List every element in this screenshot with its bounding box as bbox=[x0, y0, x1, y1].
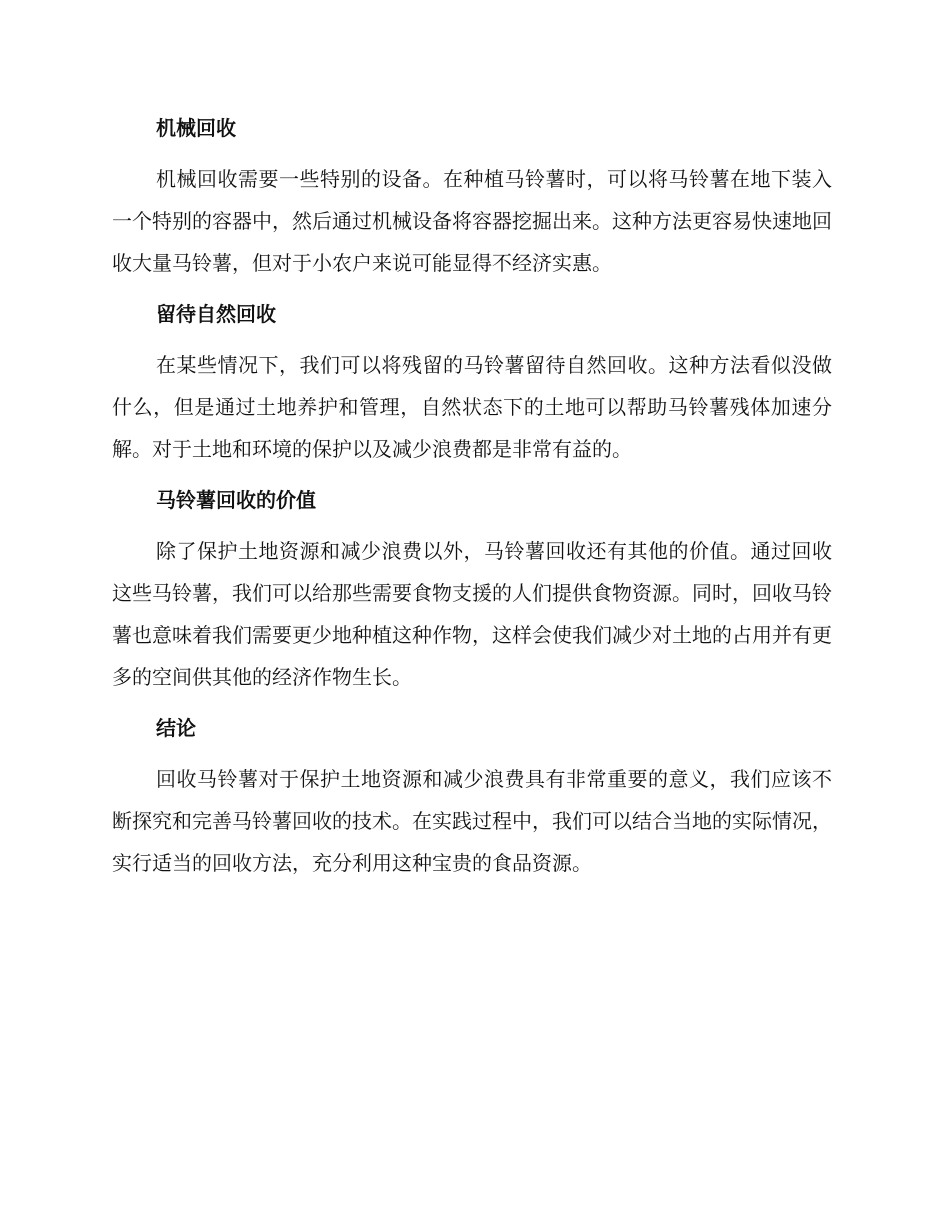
section-heading-natural-recovery: 留待自然回收 bbox=[156, 302, 276, 326]
section-body-mechanical-recovery: 机械回收需要一些特别的设备。在种植马铃薯时，可以将马铃薯在地下装入一个特别的容器中，然后通过机械设备将容器挖掘出来。这种方法更容易快速地回收大量马铃薯，但对于小农户来说可能显得不经济实惠。 bbox=[112, 167, 832, 275]
section-body-natural-recovery: 在某些情况下，我们可以将残留的马铃薯留待自然回收。这种方法看似没做什么，但是通过土地养护和管理，自然状态下的土地可以帮助马铃薯残体加速分解。对于土地和环境的保护以及减少浪费都是非常有益的。 bbox=[112, 353, 832, 461]
section-heading-conclusion: 结论 bbox=[156, 716, 196, 740]
section-body-conclusion: 回收马铃薯对于保护土地资源和减少浪费具有非常重要的意义，我们应该不断探究和完善马铃薯回收的技术。在实践过程中，我们可以结合当地的实际情况，实行适当的回收方法，充分利用这种宝贵的食品资源。 bbox=[112, 767, 832, 875]
document-content bbox=[112, 108, 832, 894]
section-heading-recovery-value: 马铃薯回收的价值 bbox=[156, 488, 316, 512]
section-body-recovery-value: 除了保护土地资源和减少浪费以外，马铃薯回收还有其他的价值。通过回收这些马铃薯，我们可以给那些需要食物支援的人们提供食物资源。同时，回收马铃薯也意味着我们需要更少地种植这种作物，这样会使我们减少对土地的占用并有更多的空间供其他的经济作物生长。 bbox=[112, 539, 832, 689]
section-heading-mechanical-recovery: 机械回收 bbox=[156, 116, 236, 140]
